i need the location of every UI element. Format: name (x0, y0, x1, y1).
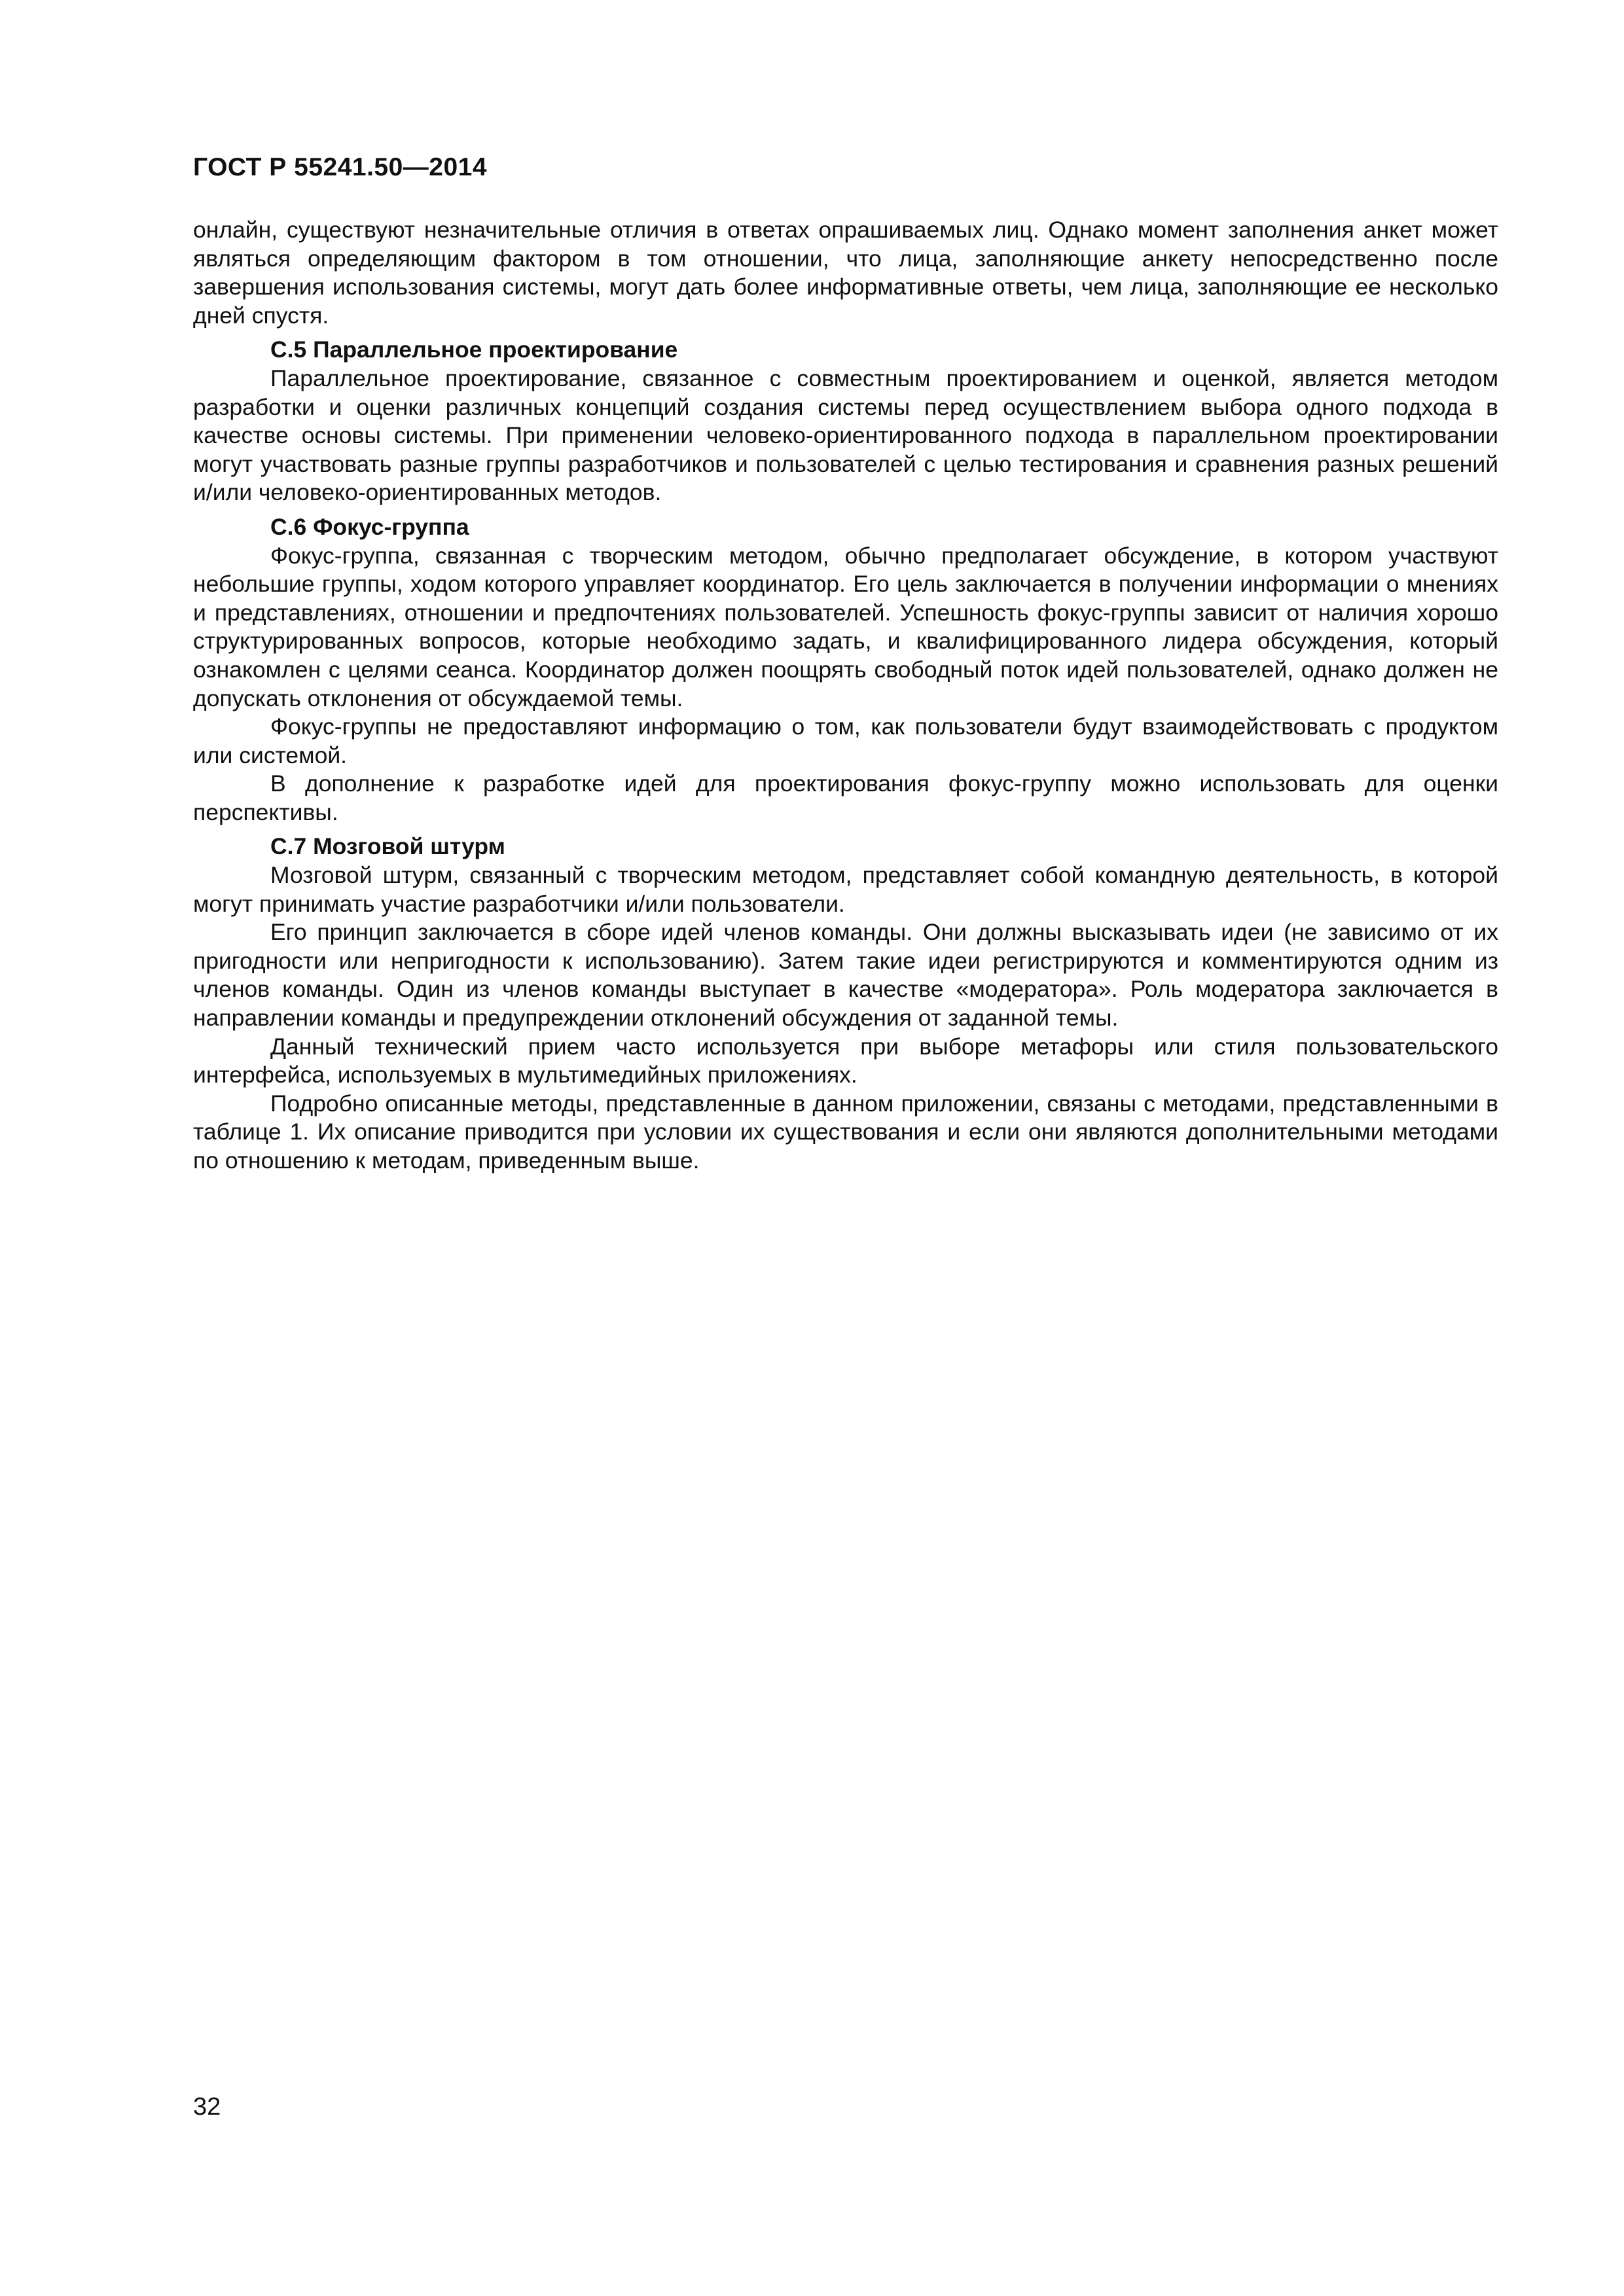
section-c7-paragraph-3: Данный технический прием часто используется при выборе метафоры или стиля пользовательского интерфейса, используемых в мультимедийных приложениях. (193, 1033, 1498, 1088)
section-c6-paragraph-1: Фокус-группа, связанная с творческим методом, обычно предполагает обсуждение, в котором участвуют небольшие группы, ходом которого управляет координатор. Его цель заключается в получении информации о мнениях и представлениях, отношении и предпочтениях пользователей. Успешность фокус-группы зависит от наличия хорошо структурированных вопросов, которые необходимо задать, и квалифицированного лидера обсуждения, который ознакомлен с целями сеанса. Координатор должен поощрять свободный поток идей пользователей, однако должен не допускать отклонения от обсуждаемой темы. (193, 542, 1498, 711)
section-c6-paragraph-3: В дополнение к разработке идей для проектирования фокус-группу можно использовать для оценки перспективы. (193, 770, 1498, 825)
page-number: 32 (193, 2093, 221, 2121)
section-c5-heading: С.5 Параллельное проектирование (270, 336, 678, 363)
section-c5-paragraph-1: Параллельное проектирование, связанное с совместным проектированием и оценкой, является методом разработки и оценки различных концепций создания системы перед осуществлением выбора одного подхода в качестве основы системы. При применении человеко-ориентированного подхода в параллельном проектировании могут участвовать разные группы разработчиков и пользователей с целью тестирования и сравнения разных решений и/или человеко-ориентированных методов. (193, 365, 1498, 506)
section-c7-paragraph-1: Мозговой штурм, связанный с творческим методом, представляет собой командную деятельность, в которой могут принимать участие разработчики и/или пользователи. (193, 862, 1498, 917)
section-c6-paragraph-2: Фокус-группы не предоставляют информацию о том, как пользователи будут взаимодействовать с продуктом или системой. (193, 713, 1498, 768)
page-body (193, 216, 1498, 1175)
section-c6-heading: С.6 Фокус-группа (270, 513, 469, 540)
section-c7-paragraph-2: Его принцип заключается в сборе идей членов команды. Они должны высказывать идеи (не зависимо от их пригодности или непригодности к использованию). Затем такие идеи регистрируются и комментируются одним из членов команды. Один из членов команды выступает в качестве «модератора». Роль модератора заключается в направлении команды и предупреждении отклонений обсуждения от заданной темы. (193, 919, 1498, 1031)
document-code-header: ГОСТ Р 55241.50—2014 (193, 153, 488, 181)
section-c7-heading: С.7 Мозговой штурм (270, 833, 505, 860)
section-c7-paragraph-4: Подробно описанные методы, представленные в данном приложении, связаны с методами, представленными в таблице 1. Их описание приводится при условии их существования и если они являются дополнительными методами по отношению к методам, приведенным выше. (193, 1090, 1498, 1174)
intro-continuation-paragraph: онлайн, существуют незначительные отличия в ответах опрашиваемых лиц. Однако момент заполнения анкет может являться определяющим фактором в том отношении, что лица, заполняющие анкету непосредственно после завершения использования системы, могут дать более информативные ответы, чем лица, заполняющие ее несколько дней спустя. (193, 217, 1498, 329)
